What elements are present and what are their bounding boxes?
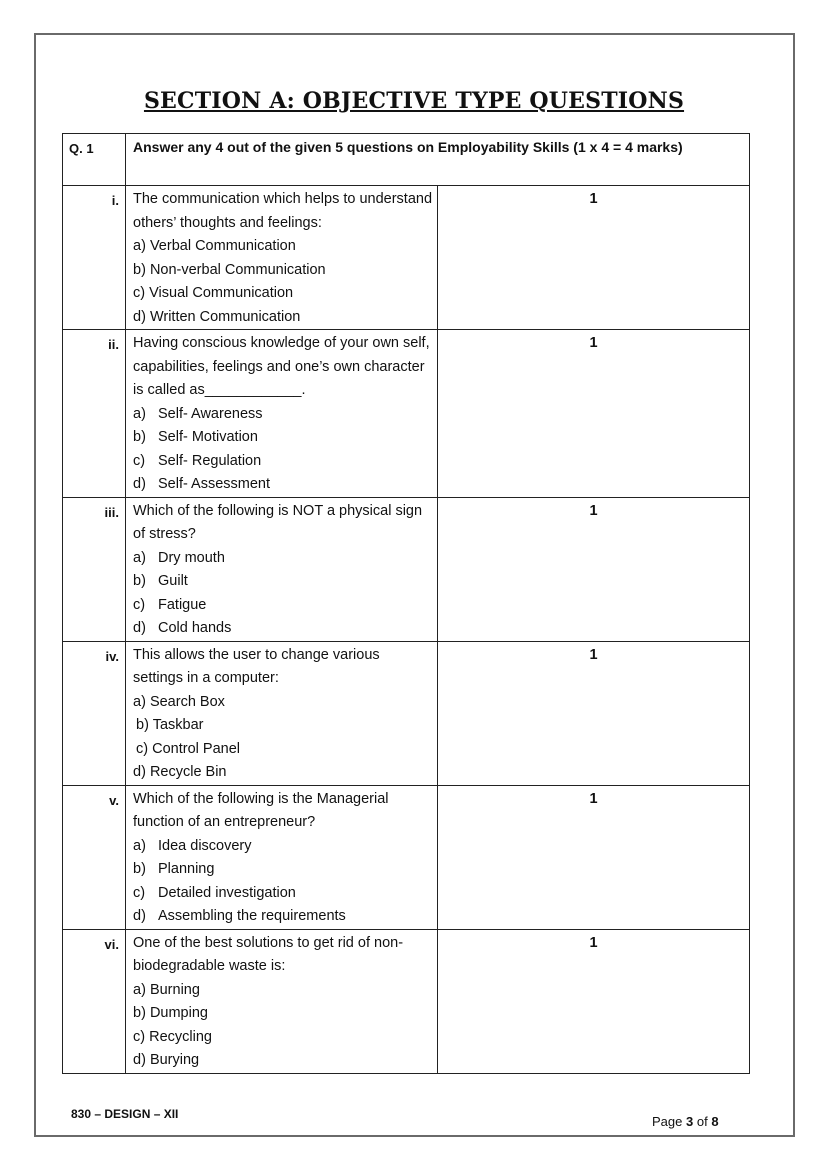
table-row — [63, 330, 750, 498]
question-marks: 1 — [438, 330, 750, 498]
page-of: of — [696, 1114, 708, 1129]
question-stem: Having conscious knowledge of your own self, capabilities, feelings and one’s own character is called as____________. — [133, 335, 430, 398]
option: c) Visual Communication — [133, 285, 294, 301]
question-numeral: i. — [63, 186, 126, 330]
option: b) Guilt — [133, 573, 188, 589]
question-body — [126, 186, 438, 330]
page-current: 3 — [686, 1114, 694, 1129]
option: a) Verbal Communication — [133, 238, 296, 254]
table-row — [63, 641, 750, 785]
table-row — [63, 785, 750, 929]
page-total: 8 — [711, 1114, 719, 1129]
question-stem: Which of the following is the Managerial function of an entrepreneur? — [133, 790, 389, 830]
question-marks: 1 — [438, 785, 750, 929]
footer-page-number — [652, 1114, 719, 1129]
option: b) Self- Motivation — [133, 429, 258, 445]
question-stem: This allows the user to change various settings in a computer: — [133, 646, 380, 686]
option: c) Control Panel — [136, 740, 240, 757]
option: d) Cold hands — [133, 620, 232, 636]
question-body — [126, 497, 438, 641]
option: b) Planning — [133, 861, 215, 877]
option: a) Self- Awareness — [133, 405, 263, 422]
option: c) Fatigue — [133, 596, 207, 613]
option: d) Burying — [133, 1052, 200, 1068]
option: d) Assembling the requirements — [133, 908, 346, 924]
question-numeral: iv. — [63, 641, 126, 785]
table-row — [63, 186, 750, 330]
question-instruction: Answer any 4 out of the given 5 questions on Employability Skills (1 x 4 = 4 marks) — [126, 134, 750, 186]
question-stem: Which of the following is NOT a physical sign of stress? — [133, 502, 423, 542]
question-numeral: ii. — [63, 330, 126, 498]
question-marks: 1 — [438, 497, 750, 641]
question-numeral: vi. — [63, 929, 126, 1073]
option: a) Burning — [133, 981, 200, 998]
question-stem: One of the best solutions to get rid of non-biodegradable waste is: — [133, 934, 404, 974]
question-marks: 1 — [438, 186, 750, 330]
option: b) Non-verbal Communication — [133, 261, 326, 278]
option: b) Dumping — [133, 1005, 208, 1021]
question-body — [126, 330, 438, 498]
table-row — [63, 929, 750, 1073]
question-marks: 1 — [438, 641, 750, 785]
option: d) Written Communication — [133, 308, 301, 325]
option: c) Recycling — [133, 1028, 212, 1045]
option: a) Dry mouth — [133, 549, 225, 566]
footer-subject-code: 830 – DESIGN – XII — [71, 1107, 179, 1121]
question-numeral: iii. — [63, 497, 126, 641]
option: a) Search Box — [133, 693, 225, 710]
question-marks: 1 — [438, 929, 750, 1073]
option: d) Recycle Bin — [133, 764, 227, 780]
question-body — [126, 641, 438, 785]
page-prefix: Page — [652, 1114, 683, 1129]
table-row-q1-header — [63, 134, 750, 186]
option: c) Self- Regulation — [133, 452, 262, 469]
question-body — [126, 785, 438, 929]
option: b) Taskbar — [136, 717, 204, 733]
table-row — [63, 497, 750, 641]
option: d) Self- Assessment — [133, 476, 271, 492]
question-stem: The communication which helps to understand others’ thoughts and feelings: — [133, 191, 433, 231]
question-body — [126, 929, 438, 1073]
question-number: Q. 1 — [63, 134, 126, 186]
question-table — [62, 133, 750, 1074]
option: c) Detailed investigation — [133, 884, 296, 901]
question-numeral: v. — [63, 785, 126, 929]
option: a) Idea discovery — [133, 837, 252, 854]
section-title: SECTION A: OBJECTIVE TYPE QUESTIONS — [143, 88, 685, 114]
